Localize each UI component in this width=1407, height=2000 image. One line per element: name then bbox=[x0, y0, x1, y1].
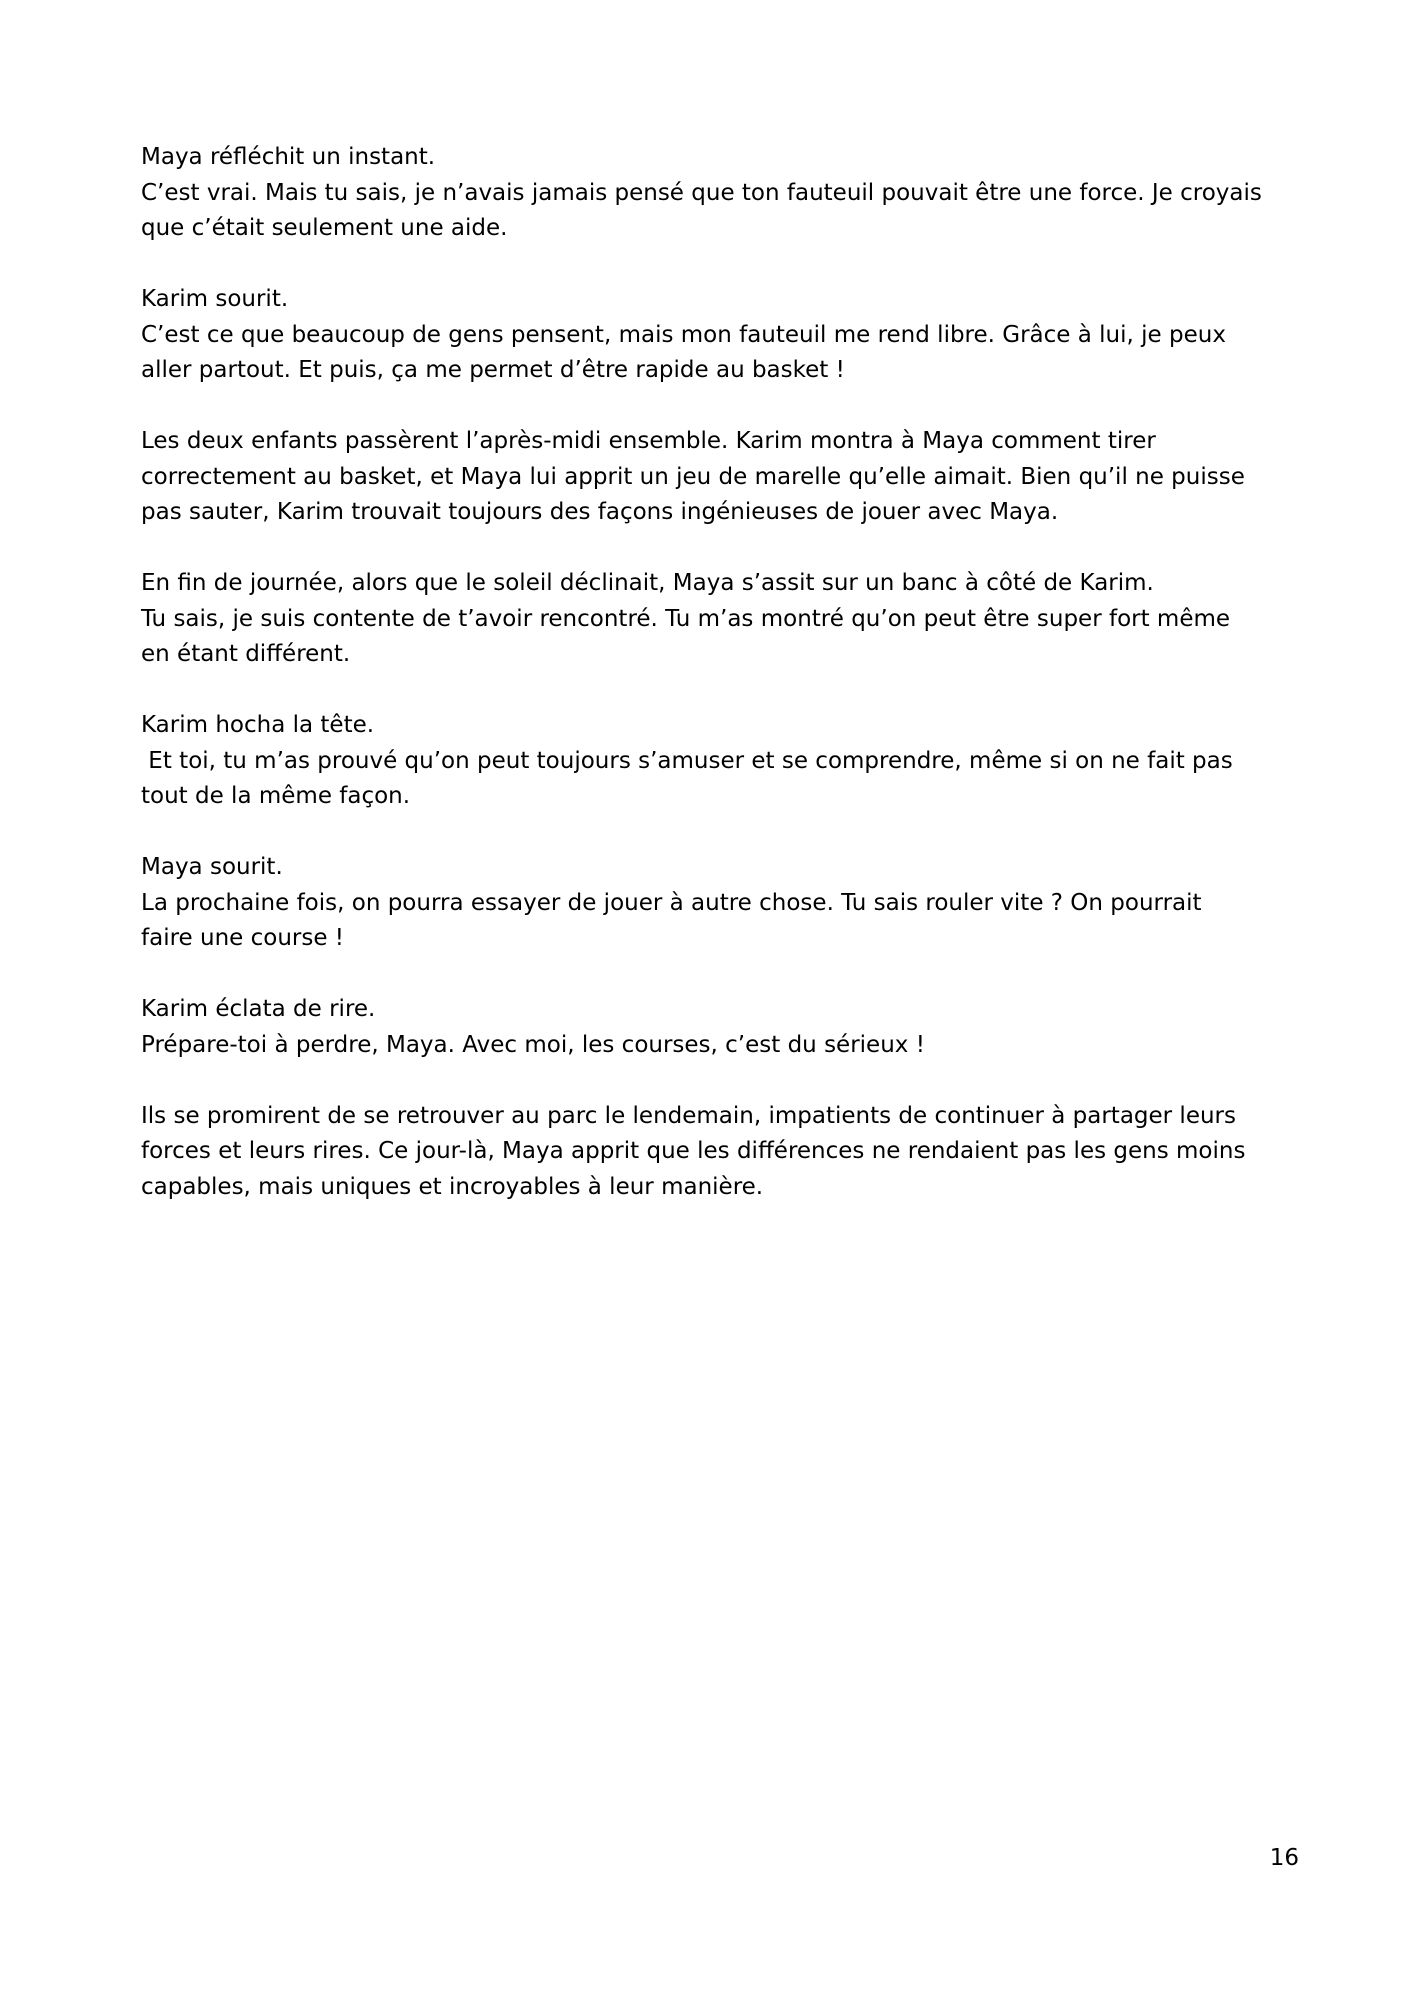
text-line: pas sauter, Karim trouvait toujours des façons ingénieuses de jouer avec Maya. bbox=[141, 499, 1059, 525]
page-number: 16 bbox=[1269, 1845, 1299, 1871]
text-line: correctement au basket, et Maya lui apprit un jeu de marelle qu’elle aimait. Bien qu’il ne puisse bbox=[141, 463, 1245, 490]
text-line: Ils se promirent de se retrouver au parc le lendemain, impatients de continuer à partager leurs bbox=[141, 1102, 1236, 1129]
text-line: forces et leurs rires. Ce jour-là, Maya apprit que les différences ne rendaient pas les gens moins bbox=[141, 1138, 1246, 1164]
text-line: Et toi, tu m’as prouvé qu’on peut toujours s’amuser et se comprendre, même si on ne fait pas bbox=[141, 747, 1233, 774]
text-line: Karim éclata de rire. bbox=[141, 996, 376, 1022]
text-line: C’est ce que beaucoup de gens pensent, mais mon fauteuil me rend libre. Grâce à lui, je peux bbox=[141, 321, 1226, 348]
text-line: faire une course ! bbox=[141, 925, 345, 951]
text-line: capables, mais uniques et incroyables à leur manière. bbox=[141, 1173, 764, 1200]
story-text bbox=[141, 140, 1301, 1241]
text-line: Tu sais, je suis contente de t’avoir rencontré. Tu m’as montré qu’on peut être super fort même bbox=[141, 605, 1231, 632]
text-line: Maya réfléchit un instant. bbox=[141, 144, 436, 170]
text-line: C’est vrai. Mais tu sais, je n’avais jamais pensé que ton fauteuil pouvait être une force. Je croyais bbox=[141, 179, 1262, 206]
paragraph-3 bbox=[141, 424, 1301, 531]
text-line: que c’était seulement une aide. bbox=[141, 215, 508, 241]
text-line: En fin de journée, alors que le soleil déclinait, Maya s’assit sur un banc à côté de Karim. bbox=[141, 570, 1154, 596]
text-line: en étant différent. bbox=[141, 641, 351, 667]
paragraph-2 bbox=[141, 282, 1301, 389]
text-line: La prochaine fois, on pourra essayer de jouer à autre chose. Tu sais rouler vite ? On pourrait bbox=[141, 889, 1202, 916]
paragraph-1 bbox=[141, 140, 1301, 247]
text-line: aller partout. Et puis, ça me permet d’être rapide au basket ! bbox=[141, 357, 845, 383]
text-line: Prépare-toi à perdre, Maya. Avec moi, les courses, c’est du sérieux ! bbox=[141, 1031, 925, 1058]
text-line: tout de la même façon. bbox=[141, 783, 411, 809]
paragraph-7 bbox=[141, 992, 1301, 1063]
paragraph-5 bbox=[141, 708, 1301, 815]
text-line: Les deux enfants passèrent l’après-midi ensemble. Karim montra à Maya comment tirer bbox=[141, 428, 1156, 454]
paragraph-8 bbox=[141, 1099, 1301, 1206]
paragraph-4 bbox=[141, 566, 1301, 673]
paragraph-6 bbox=[141, 850, 1301, 957]
text-line: Karim hocha la tête. bbox=[141, 712, 375, 738]
text-line: Maya sourit. bbox=[141, 854, 283, 880]
text-line: Karim sourit. bbox=[141, 286, 289, 312]
